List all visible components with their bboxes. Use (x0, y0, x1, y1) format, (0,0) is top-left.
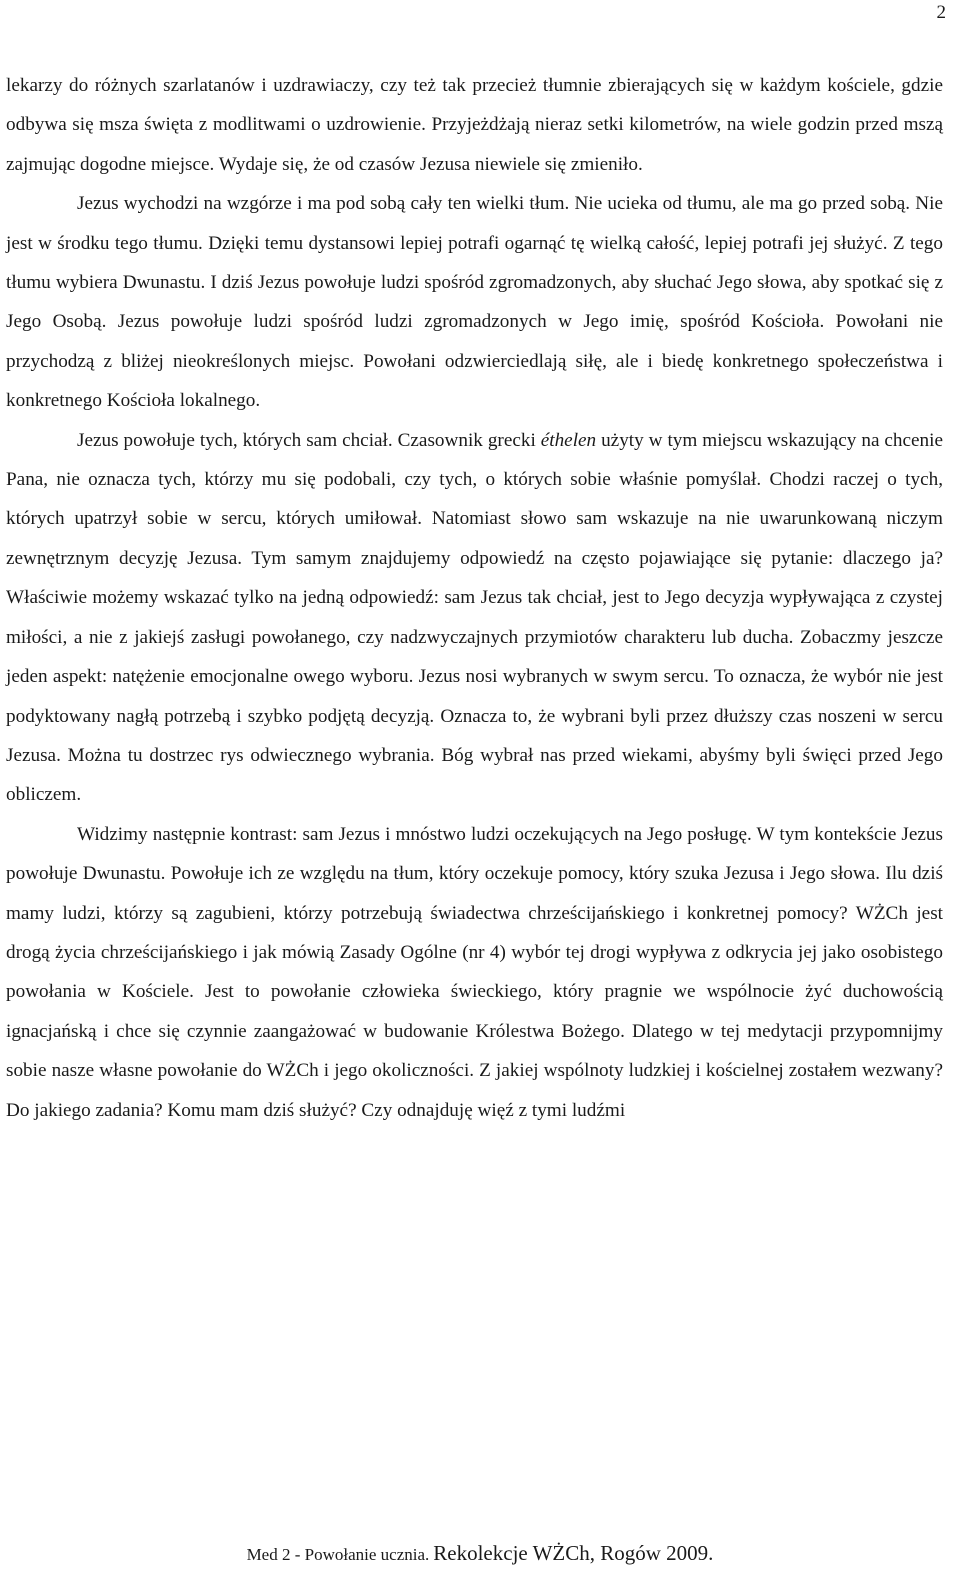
footer-meditation-title: Med 2 - Powołanie ucznia. (246, 1545, 430, 1564)
paragraph-4: Widzimy następnie kontrast: sam Jezus i mnóstwo ludzi oczekujących na Jego posługę. W tym kontekście Jezus powołuje Dwunastu. Powołuje ich ze względu na tłum, który oczekuje pomocy, który szuka Jezusa i Jego słowa. Ilu dziś mamy ludzi, którzy są zagubieni, którzy potrzebują świadectwa chrześcijańskiego i konkretnej pomocy? WŻCh jest drogą życia chrześcijańskiego i jak mówią Zasady Ogólne (nr 4) wybór tej drogi wypływa z odkrycia jej jako osobistego powołania w Kościele. Jest to powołanie człowieka świeckiego, który pragnie we wspólnocie żyć duchowością ignacjańską i chce się czynnie zaangażować w budowanie Królestwa Bożego. Dlatego w tej medytacji przypomnijmy sobie nasze własne powołanie do WŻCh i jego okoliczności. Z jakiej wspólnoty ludzkiej i kościelnej zostałem wezwany? Do jakiego zadania? Komu mam dziś służyć? Czy odnajduję więź z tymi ludźmi (6, 823, 943, 1121)
page-number: 2 (936, 2, 946, 23)
footer-retreat-info: Rekolekcje WŻCh, Rogów 2009. (433, 1541, 714, 1565)
paragraph-1: lekarzy do różnych szarlatanów i uzdrawiaczy, czy też tak przecież tłumnie zbierających się w każdym kościele, gdzie odbywa się msza święta z modlitwami o uzdrowienie. Przyjeżdżają nieraz setki kilometrów, na wiele godzin przed mszą zajmując dogodne miejsce. Wydaje się, że od czasów Jezusa niewiele się zmieniło. (6, 75, 943, 175)
paragraph-2: Jezus wychodzi na wzgórze i ma pod sobą cały ten wielki tłum. Nie ucieka od tłumu, ale ma go przed sobą. Nie jest w środku tego tłumu. Dzięki temu dystansowi lepiej potrafi ogarnąć tę wielką całość, lepiej potrafi jej służyć. Z tego tłumu wybiera Dwunastu. I dziś Jezus powołuje ludzi spośród zgromadzonych, aby słuchać Jego słowa, aby spotkać się z Jego Osobą. Jezus powołuje ludzi spośród ludzi zgromadzonych w Jego imię, spośród Kościoła. Powołani nie przychodzą z bliżej nieokreślonych miejsc. Powołani odzwierciedlają siłę, ale i biedę konkretnego społeczeństwa i konkretnego Kościoła lokalnego. (6, 193, 943, 412)
page-footer (0, 1541, 960, 1566)
paragraph-3-rest: użyty w tym miejscu wskazujący na chcenie Pana, nie oznacza tych, którzy mu się podobali, czy tych, o których sobie właśnie pomyślał. Chodzi raczej o tych, których upatrzył sobie w sercu, których umiłował. Natomiast słowo sam wskazuje na nie uwarunkowaną niczym zewnętrznym decyzję Jezusa. Tym samym znajdujemy odpowiedź na często pojawiające się pytanie: dlaczego ja? Właściwie możemy wskazać tylko na jedną odpowiedź: sam Jezus tak chciał, jest to Jego decyzja wypływająca z czystej miłości, a nie z jakiejś zasługi powołanego, czy nadzwyczajnych przymiotów charakteru lub ducha. Zobaczmy jeszcze jeden aspekt: natężenie emocjonalne owego wyboru. Jezus nosi wybranych w swym sercu. To oznacza, że wybór nie jest podyktowany nagłą potrzebą i szybko podjętą decyzją. Oznacza to, że wybrani byli przez dłuższy czas noszeni w sercu Jezusa. Można tu dostrzec rys odwiecznego wybrania. Bóg wybrał nas przed wiekami, abyśmy byli święci przed Jego obliczem. (6, 429, 943, 806)
greek-word: éthelen (540, 429, 597, 451)
body-text (6, 66, 943, 1130)
paragraph-3 (6, 421, 943, 815)
paragraph-3-start: Jezus powołuje tych, których sam chciał. Czasownik grecki (77, 429, 541, 451)
